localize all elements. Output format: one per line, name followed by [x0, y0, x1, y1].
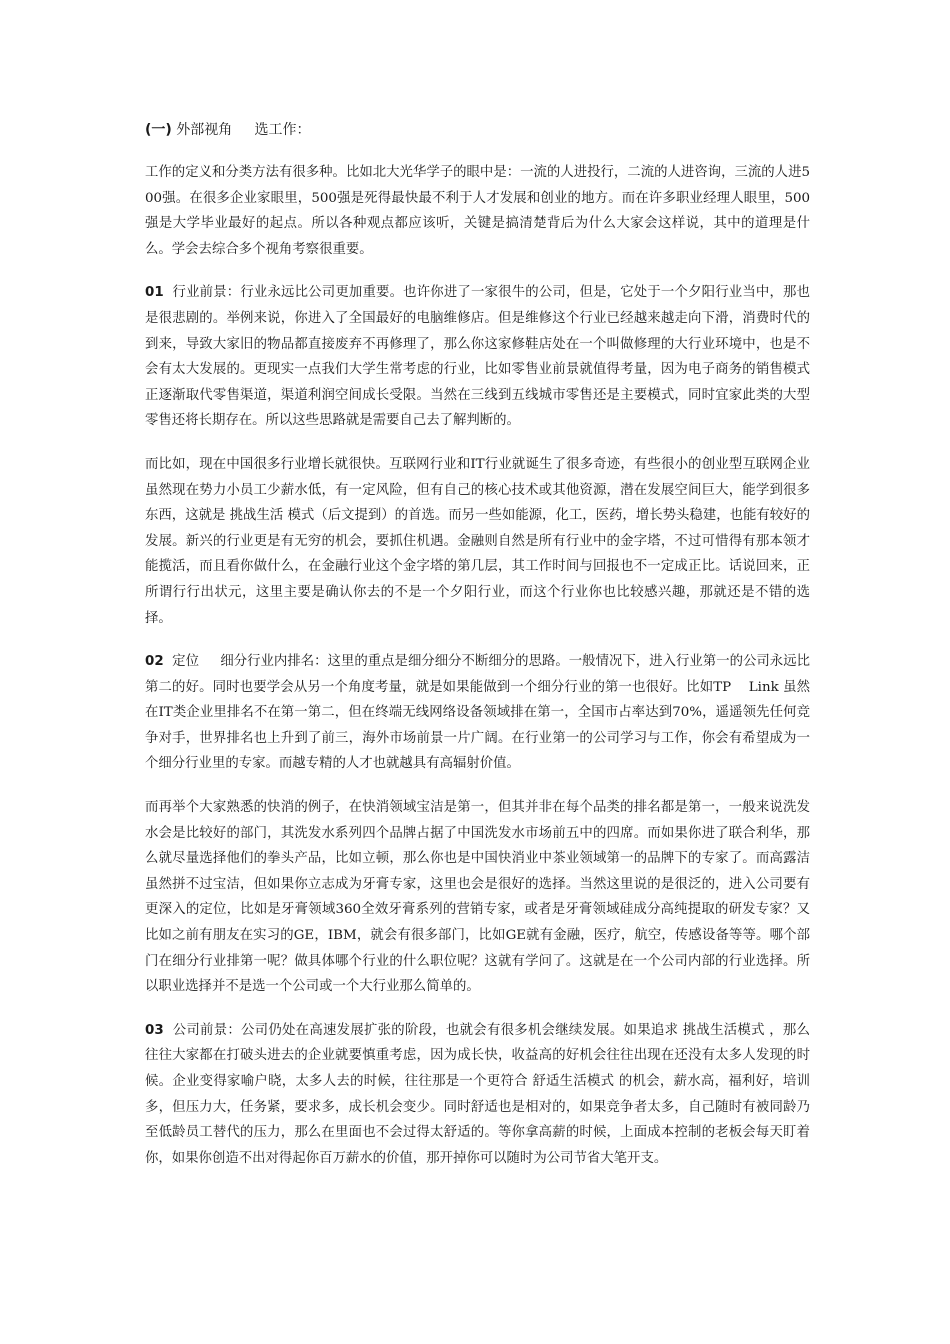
paragraph-number: 01 — [145, 285, 164, 301]
paragraph-text: 定位 细分行业内排名：这里的重点是细分细分不断细分的思路。一般情况下，进入行业第一的公司永远比第二的好。同时也要学会从另一个角度考量，就是如果能做到一个细分行业的第一也很好。比如TP Link 虽然在IT类企业里排名不在第一第二，但在终端无线网络设备领域排在第一，全国市占率达到70%，遥遥领先任何竞争对手，世界排名也上升到了前三，海外市场前景一片广阔。在行业第一的公司学习与工作，你会有希望成为一个细分行业里的专家。而越专精的人才也就越具有高辐射价值。 — [145, 654, 810, 772]
paragraph-industry-outlook — [145, 280, 810, 434]
paragraph-text: 行业前景：行业永远比公司更加重要。也许你进了一家很牛的公司，但是，它处于一个夕阳行业当中，那也是很悲剧的。举例来说，你进入了全国最好的电脑维修店。但是维修这个行业已经越来越走向下滑，消费时代的到来，导致大家旧的物品都直接废弃不再修理了，那么你这家修鞋店处在一个叫做修理的大行业环境中，也是不会有太大发展的。更现实一点我们大学生常考虑的行业，比如零售业前景就值得考量，因为电子商务的销售模式正逐渐取代零售渠道，渠道利润空间成长受限。当然在三线到五线城市零售还是主要模式，同时宜家此类的大型零售还将长期存在。所以这些思路就是需要自己去了解判断的。 — [145, 285, 810, 429]
paragraph-industry-growth — [145, 452, 810, 631]
paragraph-number: 03 — [145, 1022, 164, 1038]
paragraph-text: 公司前景：公司仍处在高速发展扩张的阶段，也就会有很多机会继续发展。如果追求 挑战生活模式 ，那么往往大家都在打破头进去的企业就要慎重考虑，因为成长快，收益高的好机会往往出现在还没有太多人发现的时候。企业变得家喻户晓，太多人去的时候，往往那是一个更符合 舒适生活模式 的机会，薪水高，福利好，培训多，但压力大，任务紧，要求多，成长机会变少。同时舒适也是相对的，如果竞争者太多，自己随时有被同龄乃至低龄员工替代的压力，那么在里面也不会过得太舒适的。等你拿高薪的时候，上面成本控制的老板会每天盯着你，如果你创造不出对得起你百万薪水的价值，那开掉你可以随时为公司节省大笔开支。 — [145, 1022, 810, 1166]
paragraph-intro — [145, 160, 810, 262]
section-heading-text: 外部视角 选工作： — [171, 122, 311, 138]
paragraph-positioning — [145, 649, 810, 777]
paragraph-text: 而比如，现在中国很多行业增长就很快。互联网行业和IT行业就诞生了很多奇迹，有些很小的创业型互联网企业虽然现在势力小员工少薪水低，有一定风险，但有自己的核心技术或其他资源，潜在发展空间巨大，能学到很多东西，这就是 挑战生活 模式（后文提到）的首选。而另一些如能源，化工，医药，增长势头稳建，也能有较好的发展。新兴的行业更是有无穷的机会，要抓住机遇。金融则自然是所有行业中的金字塔，不过可惜得有那本领才能揽活，而且看你做什么，在金融行业这个金字塔的第几层，其工作时间与回报也不一定成正比。话说回来，正所谓行行出状元，这里主要是确认你去的不是一个夕阳行业，而这个行业你也比较感兴趣，那就还是不错的选择。 — [145, 456, 810, 626]
paragraph-fmcg-example — [145, 795, 810, 1000]
section-heading — [145, 118, 810, 142]
paragraph-company-outlook — [145, 1018, 810, 1172]
paragraph-number: 02 — [145, 654, 164, 670]
paragraph-text: 工作的定义和分类方法有很多种。比如北大光华学子的眼中是：一流的人进投行，二流的人进咨询，三流的人进500强。在很多企业家眼里，500强是死得最快最不利于人才发展和创业的地方。而在许多职业经理人眼里，500强是大学毕业最好的起点。所以各种观点都应该听，关键是搞清楚背后为什么大家会这样说，其中的道理是什么。学会去综合多个视角考察很重要。 — [145, 165, 810, 257]
paragraph-text: 而再举个大家熟悉的快消的例子，在快消领域宝洁是第一，但其并非在每个品类的排名都是第一，一般来说洗发水会是比较好的部门，其洗发水系列四个品牌占据了中国洗发水市场前五中的四席。而如果你进了联合利华，那么就尽量选择他们的拳头产品，比如立顿，那么你也是中国快消业中茶业领域第一的品牌下的专家了。而高露洁虽然拼不过宝洁，但如果你立志成为牙膏专家，这里也会是很好的选择。当然这里说的是很泛的，进入公司要有更深入的定位，比如是牙膏领域360全效牙膏系列的营销专家，或者是牙膏领域硅成分高纯提取的研发专家？又比如之前有朋友在实习的GE，IBM，就会有很多部门，比如GE就有金融，医疗，航空，传感设备等等。哪个部门在细分行业排第一呢？做具体哪个行业的什么职位呢？这就有学问了。这就是在一个公司内部的行业选择。所以职业选择并不是选一个公司或一个大行业那么简单的。 — [145, 800, 810, 995]
section-heading-lead: (一) — [145, 122, 172, 138]
